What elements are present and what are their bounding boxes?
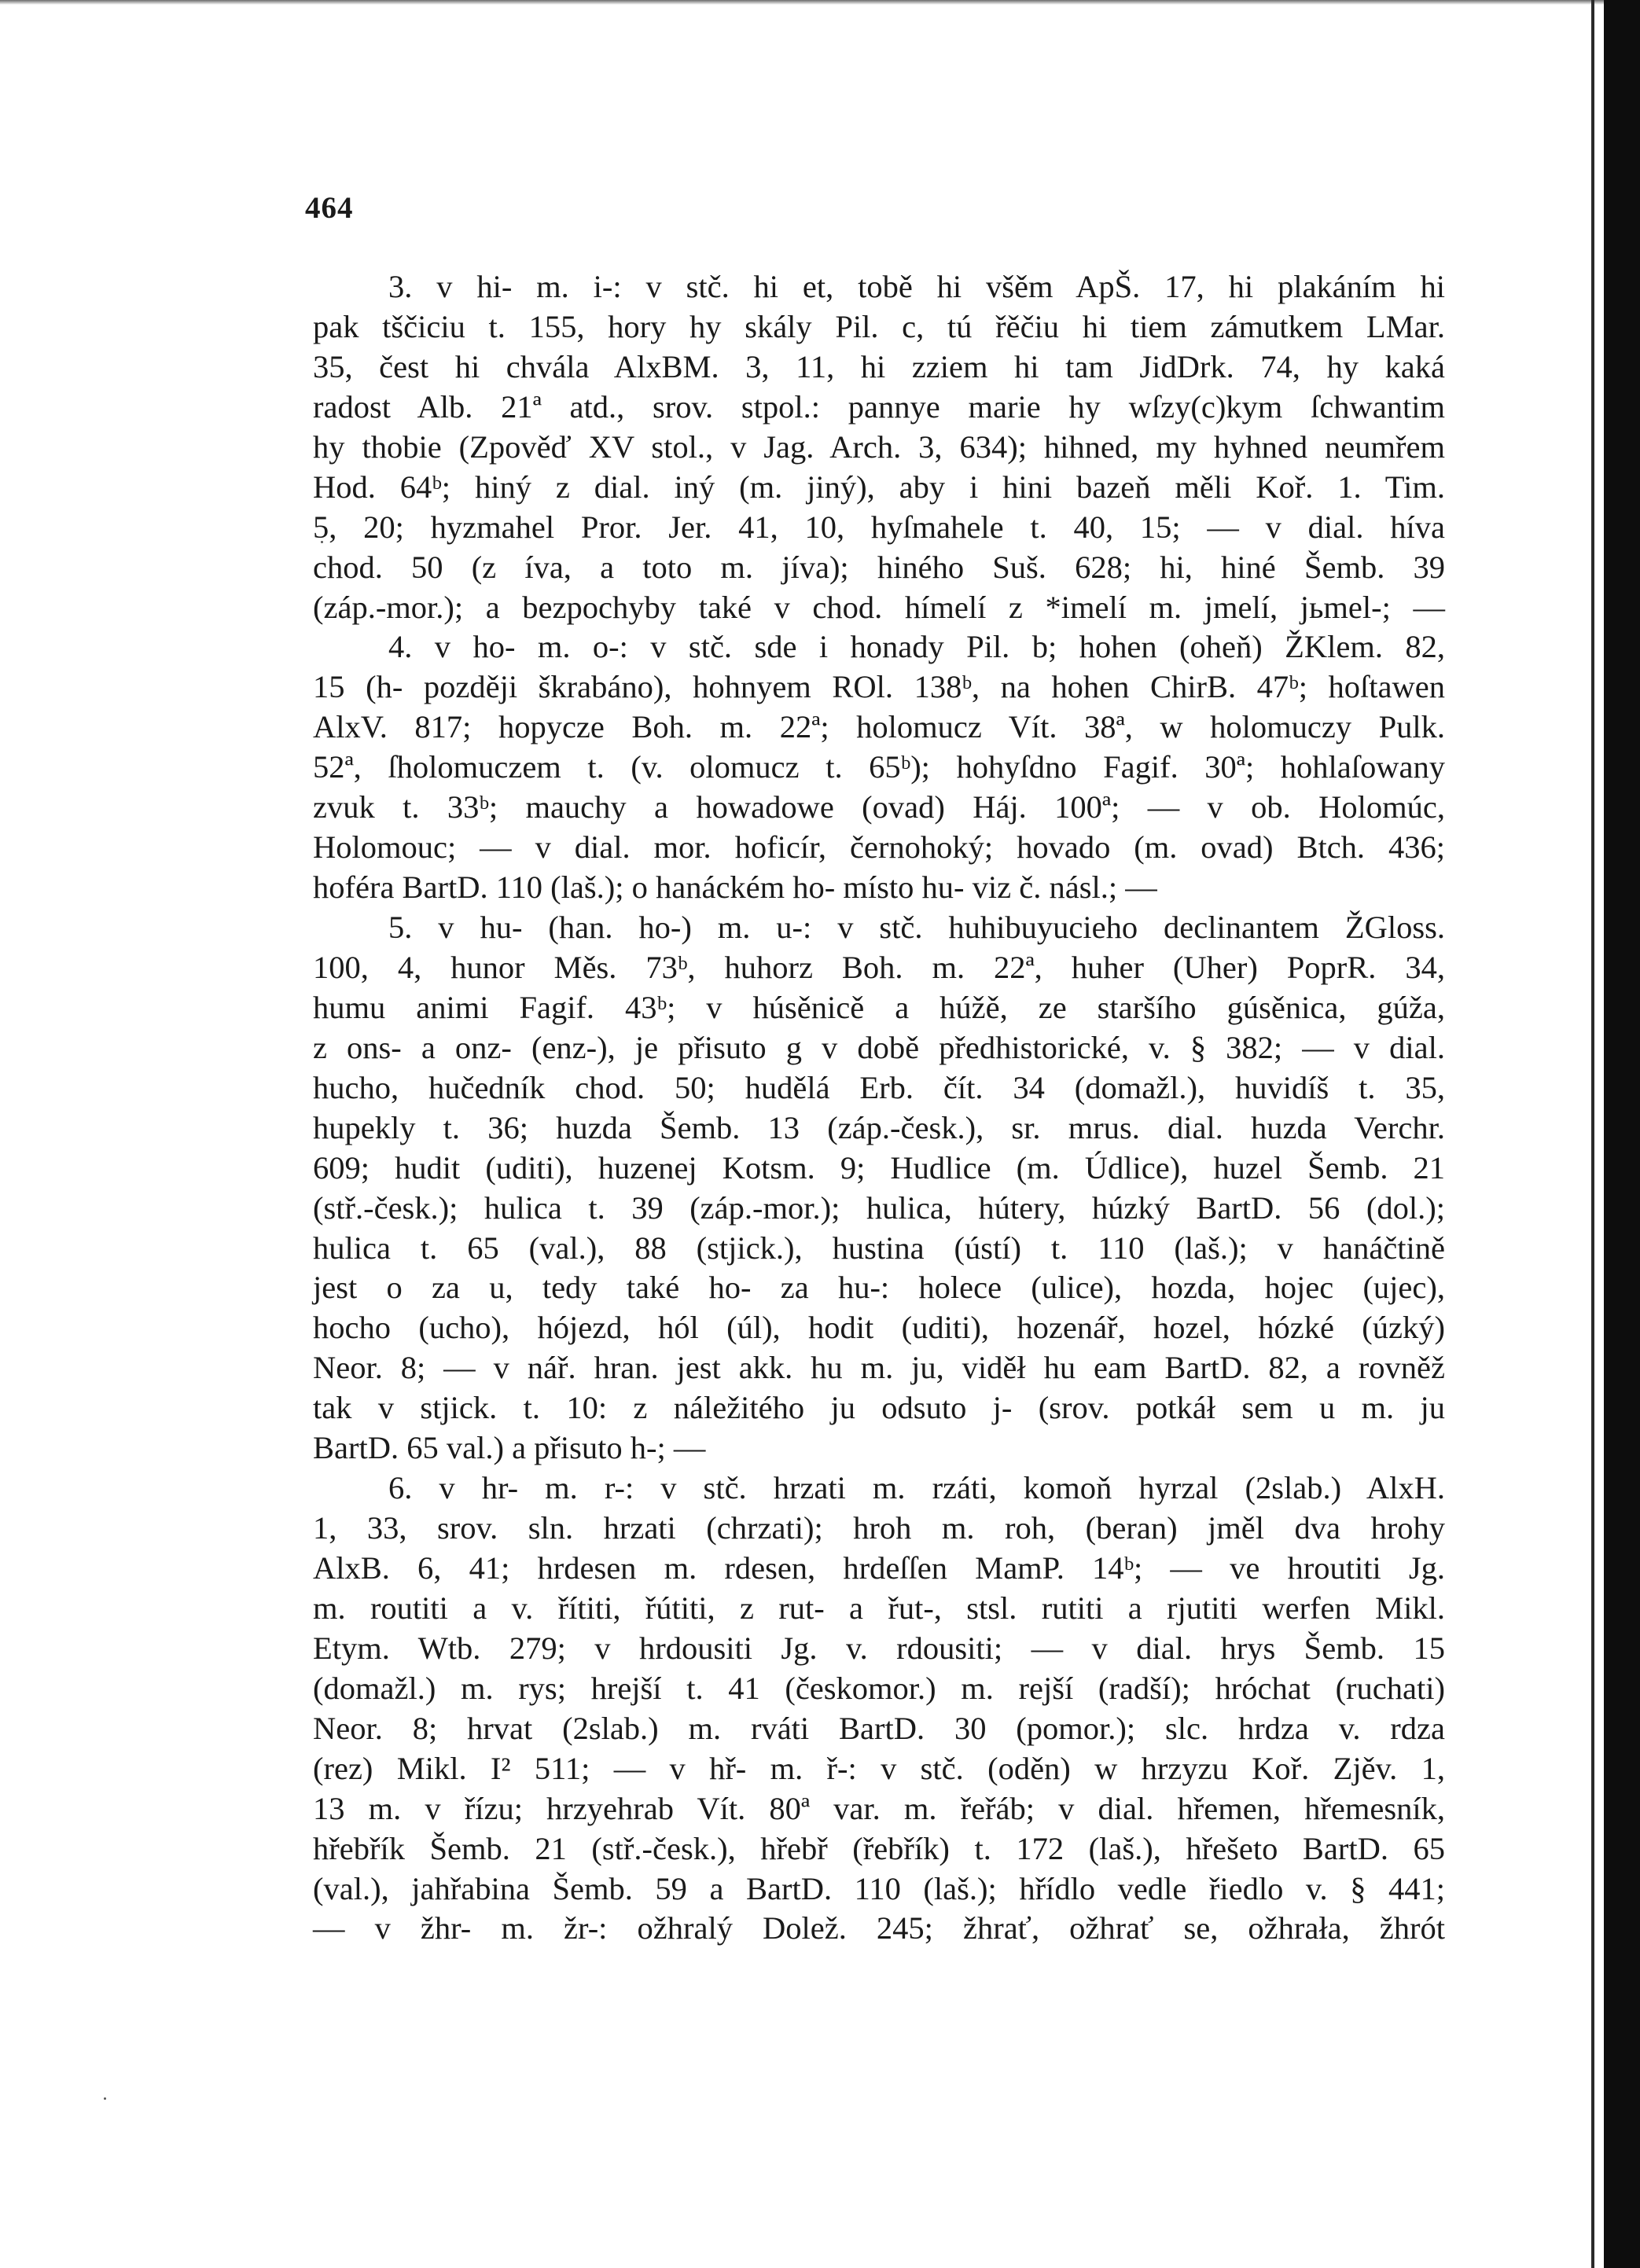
text-line: pak tščiciu t. 155, hory hy skály Pil. c, tú řěčiu hi tiem zámutkem LMar. — [313, 308, 1445, 344]
text-line: 15 (h- později škrabáno), hohnyem ROl. 138ᵇ, na hohen ChirB. 47ᵇ; hoſtawen — [313, 669, 1445, 705]
text-line: Holomouc; — v dial. mor. hoficír, černohoký; hovado (m. ovad) Btch. 436; — [313, 829, 1445, 866]
text-line: (val.), jahřabina Šemb. 59 a BartD. 110 (laš.); hřídlo vedle řiedlo v. § 441; — [313, 1870, 1445, 1906]
text-line: hulica t. 65 (val.), 88 (stjick.), hustina (ústí) t. 110 (laš.); v hanáčtině — [313, 1230, 1445, 1266]
scan-top-edge — [0, 0, 1640, 5]
text-line: 1, 33, srov. sln. hrzati (chrzati); hroh m. roh, (beran) jměl dva hrohy — [313, 1510, 1445, 1546]
text-line: AlxB. 6, 41; hrdesen m. rdesen, hrdeſſen MamP. 14ᵇ; — ve hroutiti Jg. — [313, 1550, 1445, 1586]
text-line: m. routiti a v. řítiti, řútiti, z rut- a řut-, stsl. rutiti a rjutiti werfen Mikl. — [313, 1590, 1445, 1626]
text-line: (záp.-mor.); a bezpochyby také v chod. hímelí z *imelí m. jmelí, jьmel-; — — [313, 589, 1445, 625]
text-line: z ons- a onz- (enz-), je přisuto g v době předhistorické, v. § 382; — v dial. — [313, 1029, 1445, 1065]
text-line: radost Alb. 21ª atd., srov. stpol.: pannye marie hy wſzy(c)kym ſchwantim — [313, 388, 1445, 425]
page-body-text — [313, 267, 1445, 1949]
text-line: BartD. 65 val.) a přisuto h-; — — [313, 1430, 706, 1466]
text-line: humu animi Fagif. 43ᵇ; v húsěnicě a húžě, ze staršího gúsěnica, gúža, — [313, 989, 1445, 1025]
text-line: 3. v hi- m. i-: v stč. hi et, tobě hi všěm ApŠ. 17, hi plakáním hi — [388, 269, 1445, 304]
text-line: Hod. 64ᵇ; hiný z dial. iný (m. jiný), aby i hini bazeň měli Koř. 1. Tim. — [313, 469, 1445, 505]
text-line: hucho, hučedník chod. 50; hudělá Erb. čít. 34 (domažl.), huvidíš t. 35, — [313, 1069, 1445, 1105]
text-line: Neor. 8; hrvat (2slab.) m. rváti BartD. 30 (pomor.); slc. hrdza v. rdza — [313, 1710, 1445, 1746]
text-line: 35, čest hi chvála AlxBM. 3, 11, hi zziem hi tam JidDrk. 74, hy kaká — [313, 348, 1445, 384]
text-line: 6. v hr- m. r-: v stč. hrzati m. rzáti, komoň hyrzal (2slab.) AlxH. — [388, 1470, 1445, 1506]
text-line: Etym. Wtb. 279; v hrdousiti Jg. v. rdousiti; — v dial. hrys Šemb. 15 — [313, 1630, 1445, 1666]
text-line: hoféra BartD. 110 (laš.); o hanáckém ho- místo hu- viz č. násl.; — — [313, 869, 1157, 906]
text-line: — v žhr- m. žr-: ožhralý Dolež. 245; žhrať, ožhrať se, ožhrała, žhrót — [313, 1910, 1445, 1946]
text-line: Neor. 8; — v nář. hran. jest akk. hu m. ju, viděł hu eam BartD. 82, a rovněž — [313, 1350, 1445, 1386]
text-line: zvuk t. 33ᵇ; mauchy a howadowe (ovad) Háj. 100ª; — v ob. Holomúc, — [313, 789, 1445, 825]
text-line: hřebřík Šemb. 21 (stř.-česk.), hřebř (řebřík) t. 172 (laš.), hřešeto BartD. 65 — [313, 1830, 1445, 1866]
text-line: 13 m. v řízu; hrzyehrab Vít. 80ª var. m. řeřáb; v dial. hřemen, hřemesník, — [313, 1790, 1445, 1826]
text-line: tak v stjick. t. 10: z náležitého ju odsuto j- (srov. potkáł sem u m. ju — [313, 1390, 1445, 1426]
text-line: 52ª, ſholomuczem t. (v. olomucz t. 65ᵇ); hohyſdno Fagif. 30ª; hohlaſowany — [313, 749, 1445, 785]
text-line: (rez) Mikl. I² 511; — v hř- m. ř-: v stč. (oděn) w hrzyzu Koř. Zjěv. 1, — [313, 1750, 1445, 1786]
text-line: 4. v ho- m. o-: v stč. sde i honady Pil. b; hohen (oheň) ŽKlem. 82, — [388, 629, 1445, 665]
text-line: chod. 50 (z íva, a toto m. jíva); hiného Suš. 628; hi, hiné Šemb. 39 — [313, 549, 1445, 585]
scan-right-edge — [1604, 0, 1640, 2268]
scan-speck — [104, 2097, 106, 2100]
text-line: hupekly t. 36; huzda Šemb. 13 (záp.-česk.), sr. mrus. dial. huzda Verchr. — [313, 1109, 1445, 1145]
text-line: 609; hudit (uditi), huzenej Kotsm. 9; Hudlice (m. Údlice), huzel Šemb. 21 — [313, 1149, 1445, 1185]
text-line: (stř.-česk.); hulica t. 39 (záp.-mor.); hulica, hútery, húzký BartD. 56 (dol.); — [313, 1189, 1445, 1226]
text-line: jest o za u, tedy také ho- za hu-: holece (ulice), hozda, hojec (ujec), — [313, 1270, 1445, 1306]
scan-edge-line — [1591, 0, 1594, 2268]
text-line: 5. v hu- (han. ho-) m. u-: v stč. huhibuyucieho declinantem ŽGloss. — [388, 910, 1445, 945]
text-line: hocho (ucho), hójezd, hól (úl), hodit (uditi), hozenář, hozel, hózké (úzký) — [313, 1310, 1445, 1346]
page-number: 464 — [305, 191, 354, 225]
text-line: 5, 20; hyzmahel Pror. Jer. 41, 10, hyſmahele t. 40, 15; — v dial. híva — [313, 509, 1445, 545]
text-line: hy thobie (Zpověď XV stol., v Jag. Arch. 3, 634); hihned, my hyhned neumřem — [313, 428, 1445, 465]
text-line: (domažl.) m. rys; hrejší t. 41 (českomor.) m. rejší (radší); hróchat (ruchati) — [313, 1670, 1445, 1706]
text-line: 100, 4, hunor Měs. 73ᵇ, huhorz Boh. m. 22ª, huher (Uher) PoprR. 34, — [313, 949, 1445, 985]
text-line: AlxV. 817; hopycze Boh. m. 22ª; holomucz Vít. 38ª, w holomuczy Pulk. — [313, 709, 1445, 745]
